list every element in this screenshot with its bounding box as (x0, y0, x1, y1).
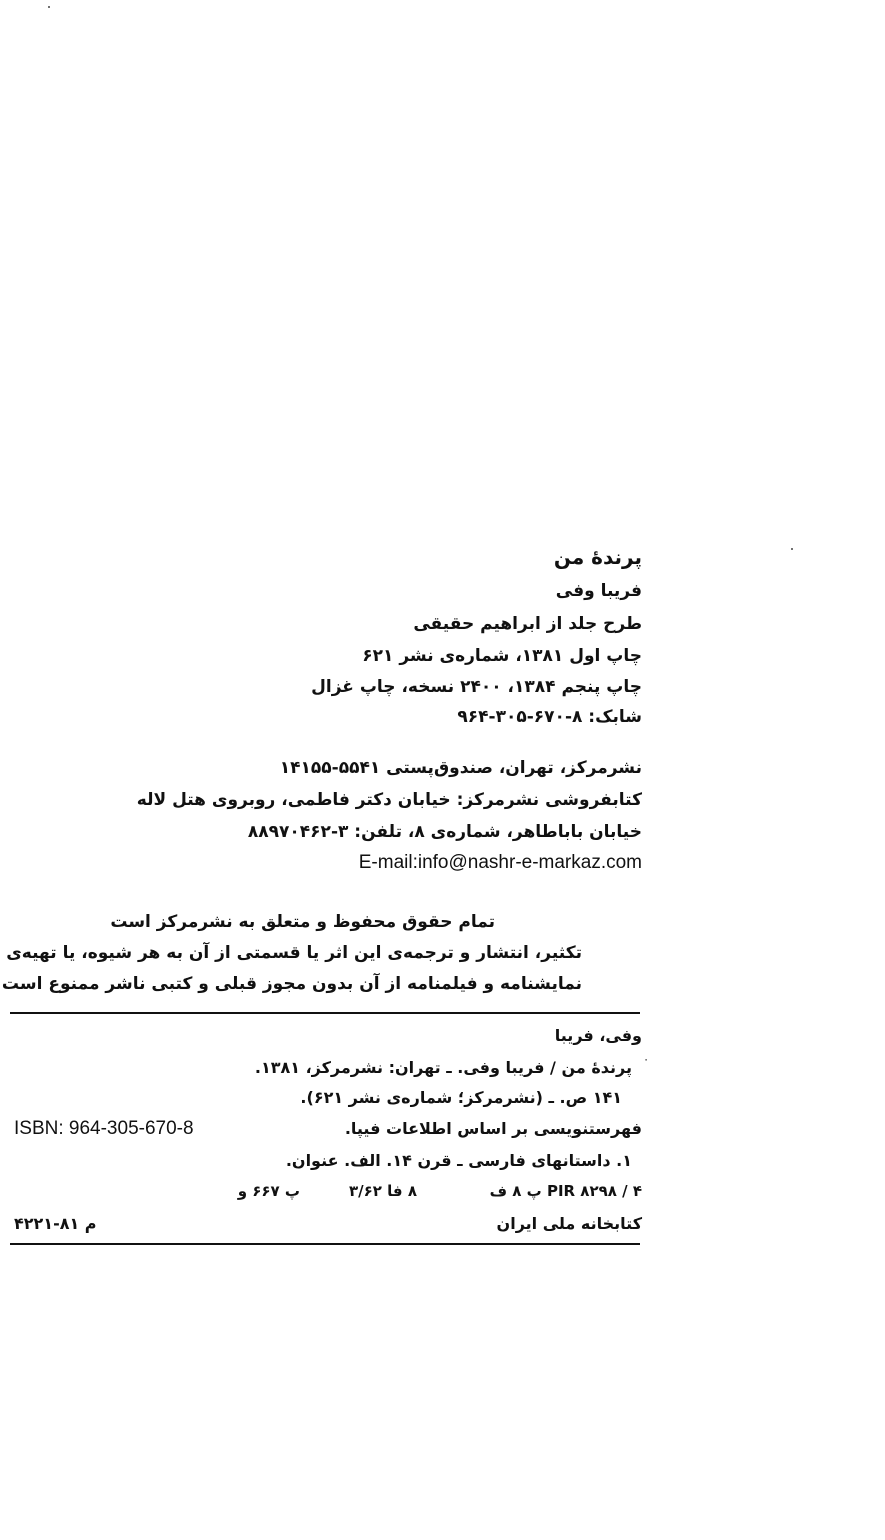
fifth-printing: چاپ پنجم ۱۳۸۴، ۲۴۰۰ نسخه، چاپ غزال (311, 677, 642, 697)
catalog-class-dewey: ۸ فا ۳/۶۲ (348, 1182, 417, 1200)
catalog-control-number: م ۸۱-۴۲۲۱ (14, 1214, 97, 1233)
first-printing: چاپ اول ۱۳۸۱، شماره‌ی نشر ۶۲۱ (362, 646, 642, 666)
catalog-heading: وفی، فریبا (554, 1026, 642, 1045)
publisher-email: E-mail:info@nashr-e-markaz.com (358, 852, 642, 873)
publisher-address: نشرمرکز، تهران، صندوق‌پستی ۵۵۴۱-۱۴۱۵۵ (279, 758, 642, 778)
catalog-fipa: فهرستنویسی بر اساس اطلاعات فیپا. (344, 1119, 642, 1138)
publisher-street: خیابان باباطاهر، شماره‌ی ۸، تلفن: ۳-۸۸۹۷۰۴۶۲ (247, 822, 642, 842)
speck (791, 548, 793, 550)
book-author: فریبا وفی (555, 581, 642, 601)
catalog-pages: ۱۴۱ ص. ـ (نشرمرکز؛ شماره‌ی نشر ۶۲۱). (300, 1088, 622, 1107)
publisher-bookstore: کتابفروشی نشرمرکز: خیابان دکتر فاطمی، روبروی هتل لاله (136, 790, 642, 810)
cover-designer: طرح جلد از ابراهیم حقیقی (413, 614, 642, 634)
isbn-english: ISBN: 964-305-670-8 (14, 1118, 194, 1139)
book-title: پرندهٔ من (553, 545, 642, 569)
isbn-persian: شابک: ۸-۶۷۰-۳۰۵-۹۶۴ (457, 707, 642, 727)
rights-line-2: تکثیر، انتشار و ترجمه‌ی این اثر یا قسمتی از آن به هر شیوه، یا تهیه‌ی (6, 943, 582, 963)
rights-line-1: تمام حقوق محفوظ و متعلق به نشرمرکز است (110, 912, 495, 932)
rights-line-3: نمایشنامه و فیلمنامه از آن بدون مجوز قبلی و کتبی ناشر ممنوع است (1, 974, 582, 994)
catalog-bullet: ٠ (643, 1053, 649, 1066)
catalog-bottom-rule (10, 1243, 640, 1245)
catalog-subject: ۱. داستانهای فارسی ـ قرن ۱۴. الف. عنوان. (285, 1151, 632, 1170)
catalog-top-rule (10, 1012, 640, 1014)
catalog-class-pir: PIR ۸۲۹۸ / ۴ پ ۸ ف (489, 1182, 642, 1200)
catalog-class-cutter: پ ۶۶۷ و (237, 1182, 300, 1200)
catalog-library: کتابخانه ملی ایران (496, 1214, 642, 1233)
speck (48, 6, 50, 8)
catalog-entry: پرندهٔ من / فریبا وفی. ـ تهران: نشرمرکز، ۱۳۸۱. (254, 1058, 632, 1077)
